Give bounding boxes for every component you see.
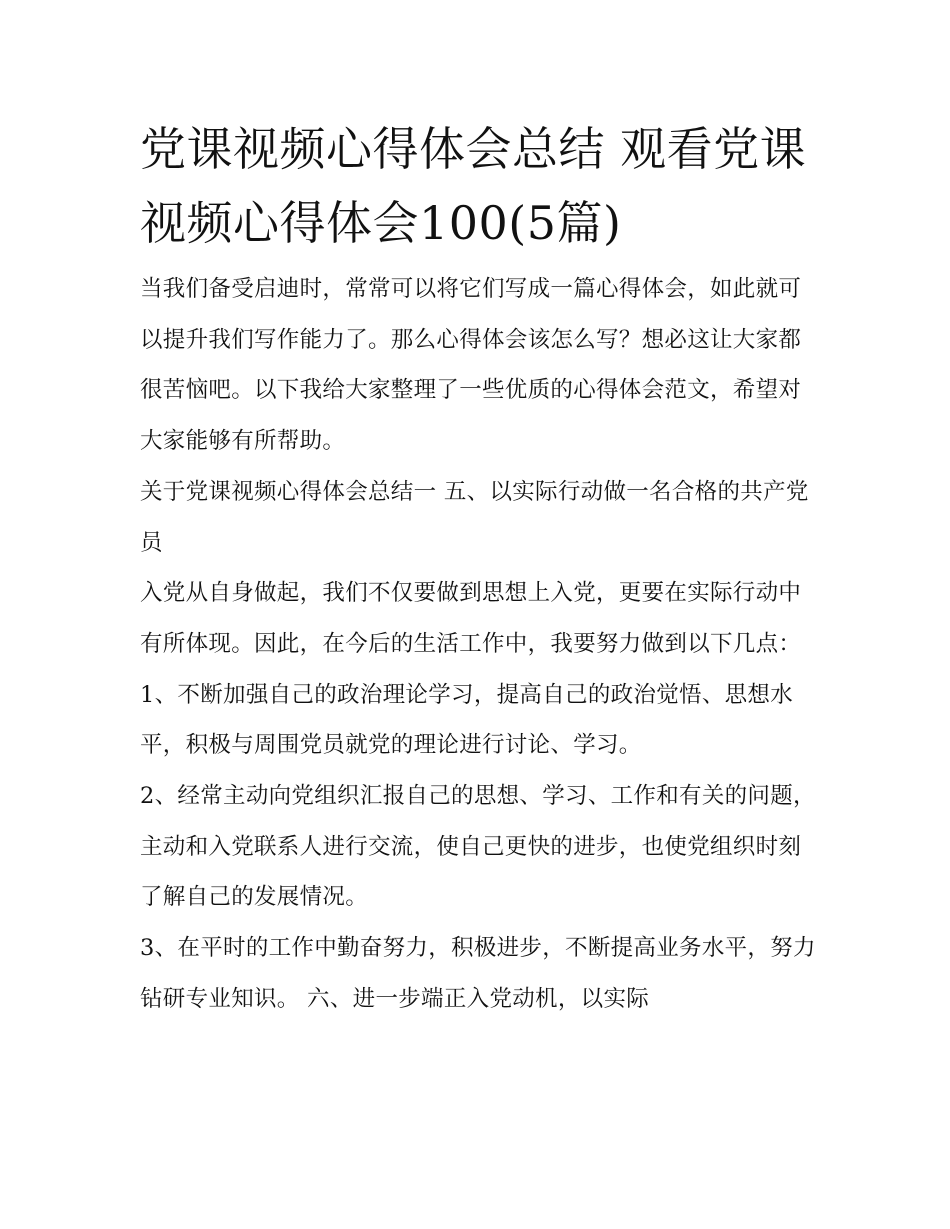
list-item-2: 2、经常主动向党组织汇报自己的思想、学习、工作和有关的问题，主动和入党联系人进行交流，使自己更快的进步，也使党组织时刻了解自己的发展情况。 — [140, 783, 816, 911]
body-paragraph: 入党从自身做起，我们不仅要做到思想上入党，更要在实际行动中有所体现。因此，在今后的生活工作中，我要努力做到以下几点： — [140, 580, 802, 657]
document-page — [140, 112, 820, 1025]
intro-paragraph: 当我们备受启迪时，常常可以将它们写成一篇心得体会，如此就可以提升我们写作能力了。那么心得体会该怎么写？想必这让大家都很苦恼吧。以下我给大家整理了一些优质的心得体会范文，希望对大家能够有所帮助。 — [140, 276, 802, 455]
list-item-1: 1、不断加强自己的政治理论学习，提高自己的政治觉悟、思想水平，积极与周围党员就党的理论进行讨论、学习。 — [140, 681, 794, 759]
section-heading: 关于党课视频心得体会总结一 五、以实际行动做一名合格的共产党员 — [140, 478, 809, 556]
list-item-3: 3、在平时的工作中勤奋努力，积极进步，不断提高业务水平，努力钻研专业知识。 六、进一步端正入党动机，以实际 — [140, 935, 816, 1012]
document-title: 党课视频心得体会总结 观看党课视频心得体会100(5篇) — [140, 122, 807, 250]
